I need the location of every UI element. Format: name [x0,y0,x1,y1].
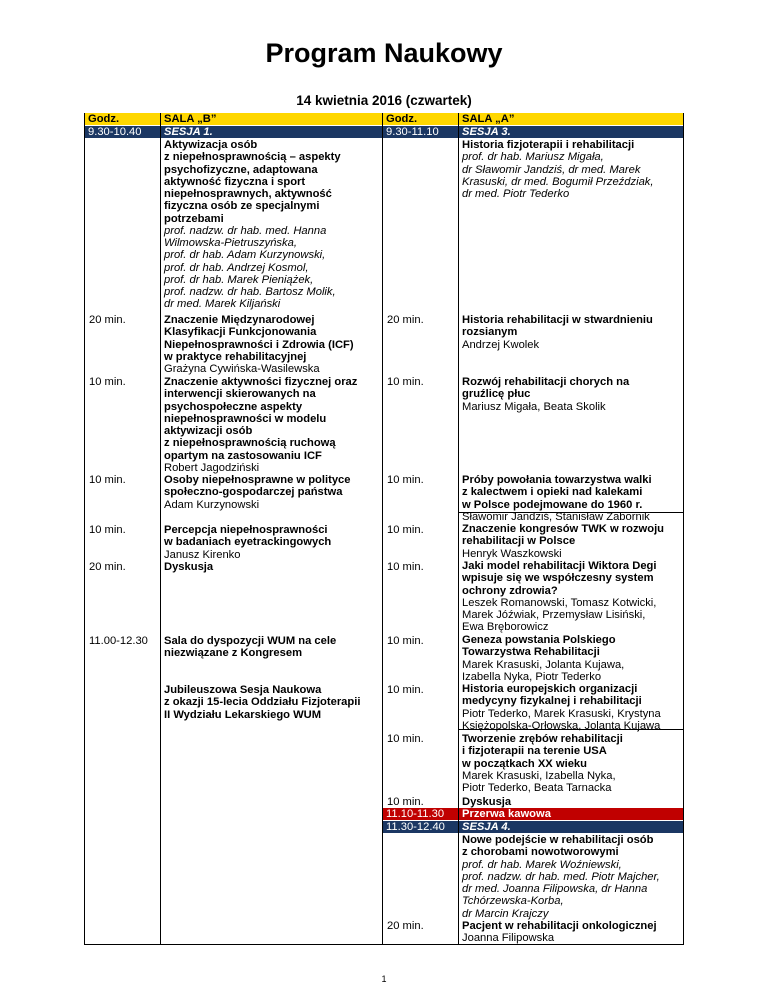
right-talk-11: Pacjent w rehabilitacji onkologicznej Joanna Filipowska [462,920,657,945]
right-duration: 10 min. [387,524,424,536]
header-godz-left: Godz. [85,113,160,125]
right-talk-2: Historia rehabilitacji w stwardnieniu rozsianym Andrzej Kwolek [462,314,653,351]
left-duration: 10 min. [89,524,126,536]
left-talk-1: Aktywizacja osób z niepełnosprawnością – aspekty psychofizyczne, adaptowana aktywność fizyczna i sport niepełnosprawnych, aktywność fizyczna osób ze specjalnymi potrzebami prof. nadzw. dr hab. med. Hanna Wilmowska-Pietruszyńska, prof. dr hab. Adam Kurzynowski, prof. dr hab. Andrzej Kosmol, prof. dr hab. Marek Pieniążek, prof. nadzw. dr hab. Bartosz Molik, dr med. Marek Kiljański [164,139,341,311]
right-talk-1: Historia fizjoterapii i rehabilitacji prof. dr hab. Mariusz Migała, dr Sławomir Jandziś, dr med. Marek Krasuski, dr med. Bogumił Przeździak, dr med. Piotr Tederko [462,139,654,200]
header-sala-a: SALA „A” [459,113,683,125]
session-4-label: SESJA 4. [459,821,683,833]
left-jubilee-session: Jubileuszowa Sesja Naukowa z okazji 15-lecia Oddziału Fizjoterapii II Wydziału Lekarskiego WUM [164,684,361,721]
header-godz-right: Godz. [383,113,458,125]
right-discussion: Dyskusja [462,796,512,808]
right-duration: 20 min. [387,920,424,932]
page-title: Program Naukowy [265,38,503,68]
right-duration: 10 min. [387,376,424,388]
right-talk-10: Nowe podejście w rehabilitacji osób z chorobami nowotworowymi prof. dr hab. Marek Woźniewski, prof. nadzw. dr hab. med. Piotr Majcher, dr med. Joanna Filipowska, dr Hanna Tchórzewska-Korba, dr Marcin Krajczy [462,834,660,920]
table-border [84,113,85,945]
right-talk-5: Znaczenie kongresów TWK w rozwoju rehabilitacji w Polsce Henryk Waszkowski [462,523,665,560]
left-duration: 10 min. [89,474,126,486]
header-sala-b: SALA „B” [161,113,382,125]
left-sala-wum: Sala do dyspozycji WUM na cele niezwiązane z Kongresem [164,635,337,660]
session-1-label: SESJA 1. [161,126,382,138]
right-duration: 10 min. [387,733,424,745]
session-time-left: 9.30-10.40 [85,126,160,138]
right-duration: 10 min. [387,474,424,486]
left-discussion: Dyskusja [164,561,214,573]
left-talk-2: Znaczenie Międzynarodowej Klasyfikacji Funkcjonowania Niepełnosprawności i Zdrowia (ICF) w praktyce rehabilitacyjnej Grażyna Cywińska-Wasilewska [164,314,354,375]
right-talk-9: Tworzenie zrębów rehabilitacji i fizjoterapii na terenie USA w początkach XX wieku Marek Krasuski, Izabella Nyka, Piotr Tederko, Beata Tarnacka [462,733,623,794]
program-table [84,113,684,945]
right-duration: 10 min. [387,684,424,696]
session-4-time: 11.30-12.40 [383,821,458,833]
session-time-right: 9.30-11.10 [383,126,458,138]
right-duration: 10 min. [387,635,424,647]
right-talk-4: Próby powołania towarzystwa walki z kalectwem i opieki nad kalekami w Polsce podejmowane do 1960 r. Sławomir Jandziś, Stanisław Zabornik [462,474,652,523]
table-border [683,113,684,945]
page-number: 1 [381,974,387,984]
program-date: 14 kwietnia 2016 (czwartek) [296,93,472,108]
right-duration: 10 min. [387,561,424,573]
right-talk-8: Historia europejskich organizacji medycyny fizykalnej i rehabilitacji Piotr Tederko, Marek Krasuski, Krystyna Księżopolska-Orłowska, Jolanta Kujawa [462,683,661,732]
left-duration: 20 min. [89,561,126,573]
right-talk-3: Rozwój rehabilitacji chorych na gruźlicę płuc Mariusz Migała, Beata Skolik [462,376,630,413]
break-time: 11.10-11.30 [383,808,458,820]
left-talk-4: Osoby niepełnosprawne w polityce społeczno-gospodarczej państwa Adam Kurzynowski [164,474,351,511]
coffee-break: Przerwa kawowa [459,808,683,820]
right-talk-7: Geneza powstania Polskiego Towarzystwa Rehabilitacji Marek Krasuski, Jolanta Kujawa, Izabella Nyka, Piotr Tederko [462,634,625,683]
left-duration: 11.00-12.30 [89,635,148,647]
table-border [160,113,161,945]
left-talk-3: Znaczenie aktywności fizycznej oraz interwencji skierowanych na psychospołeczne aspekty niepełnosprawności w modelu aktywizacji osób z niepełnosprawnością ruchową opartym na zastosowaniu ICF Robert Jagodziński [164,376,358,474]
right-duration: 10 min. [387,796,424,808]
left-duration: 10 min. [89,376,126,388]
session-3-label: SESJA 3. [459,126,683,138]
right-duration: 20 min. [387,314,424,326]
left-duration: 20 min. [89,314,126,326]
left-talk-5: Percepcja niepełnosprawności w badaniach eyetrackingowych Janusz Kirenko [164,524,332,561]
right-talk-6: Jaki model rehabilitacji Wiktora Degi wpisuje się we współczesny system ochrony zdrowia? Leszek Romanowski, Tomasz Kotwicki, Marek Jóźwiak, Przemysław Lisiński, Ewa Bręborowicz [462,560,657,634]
